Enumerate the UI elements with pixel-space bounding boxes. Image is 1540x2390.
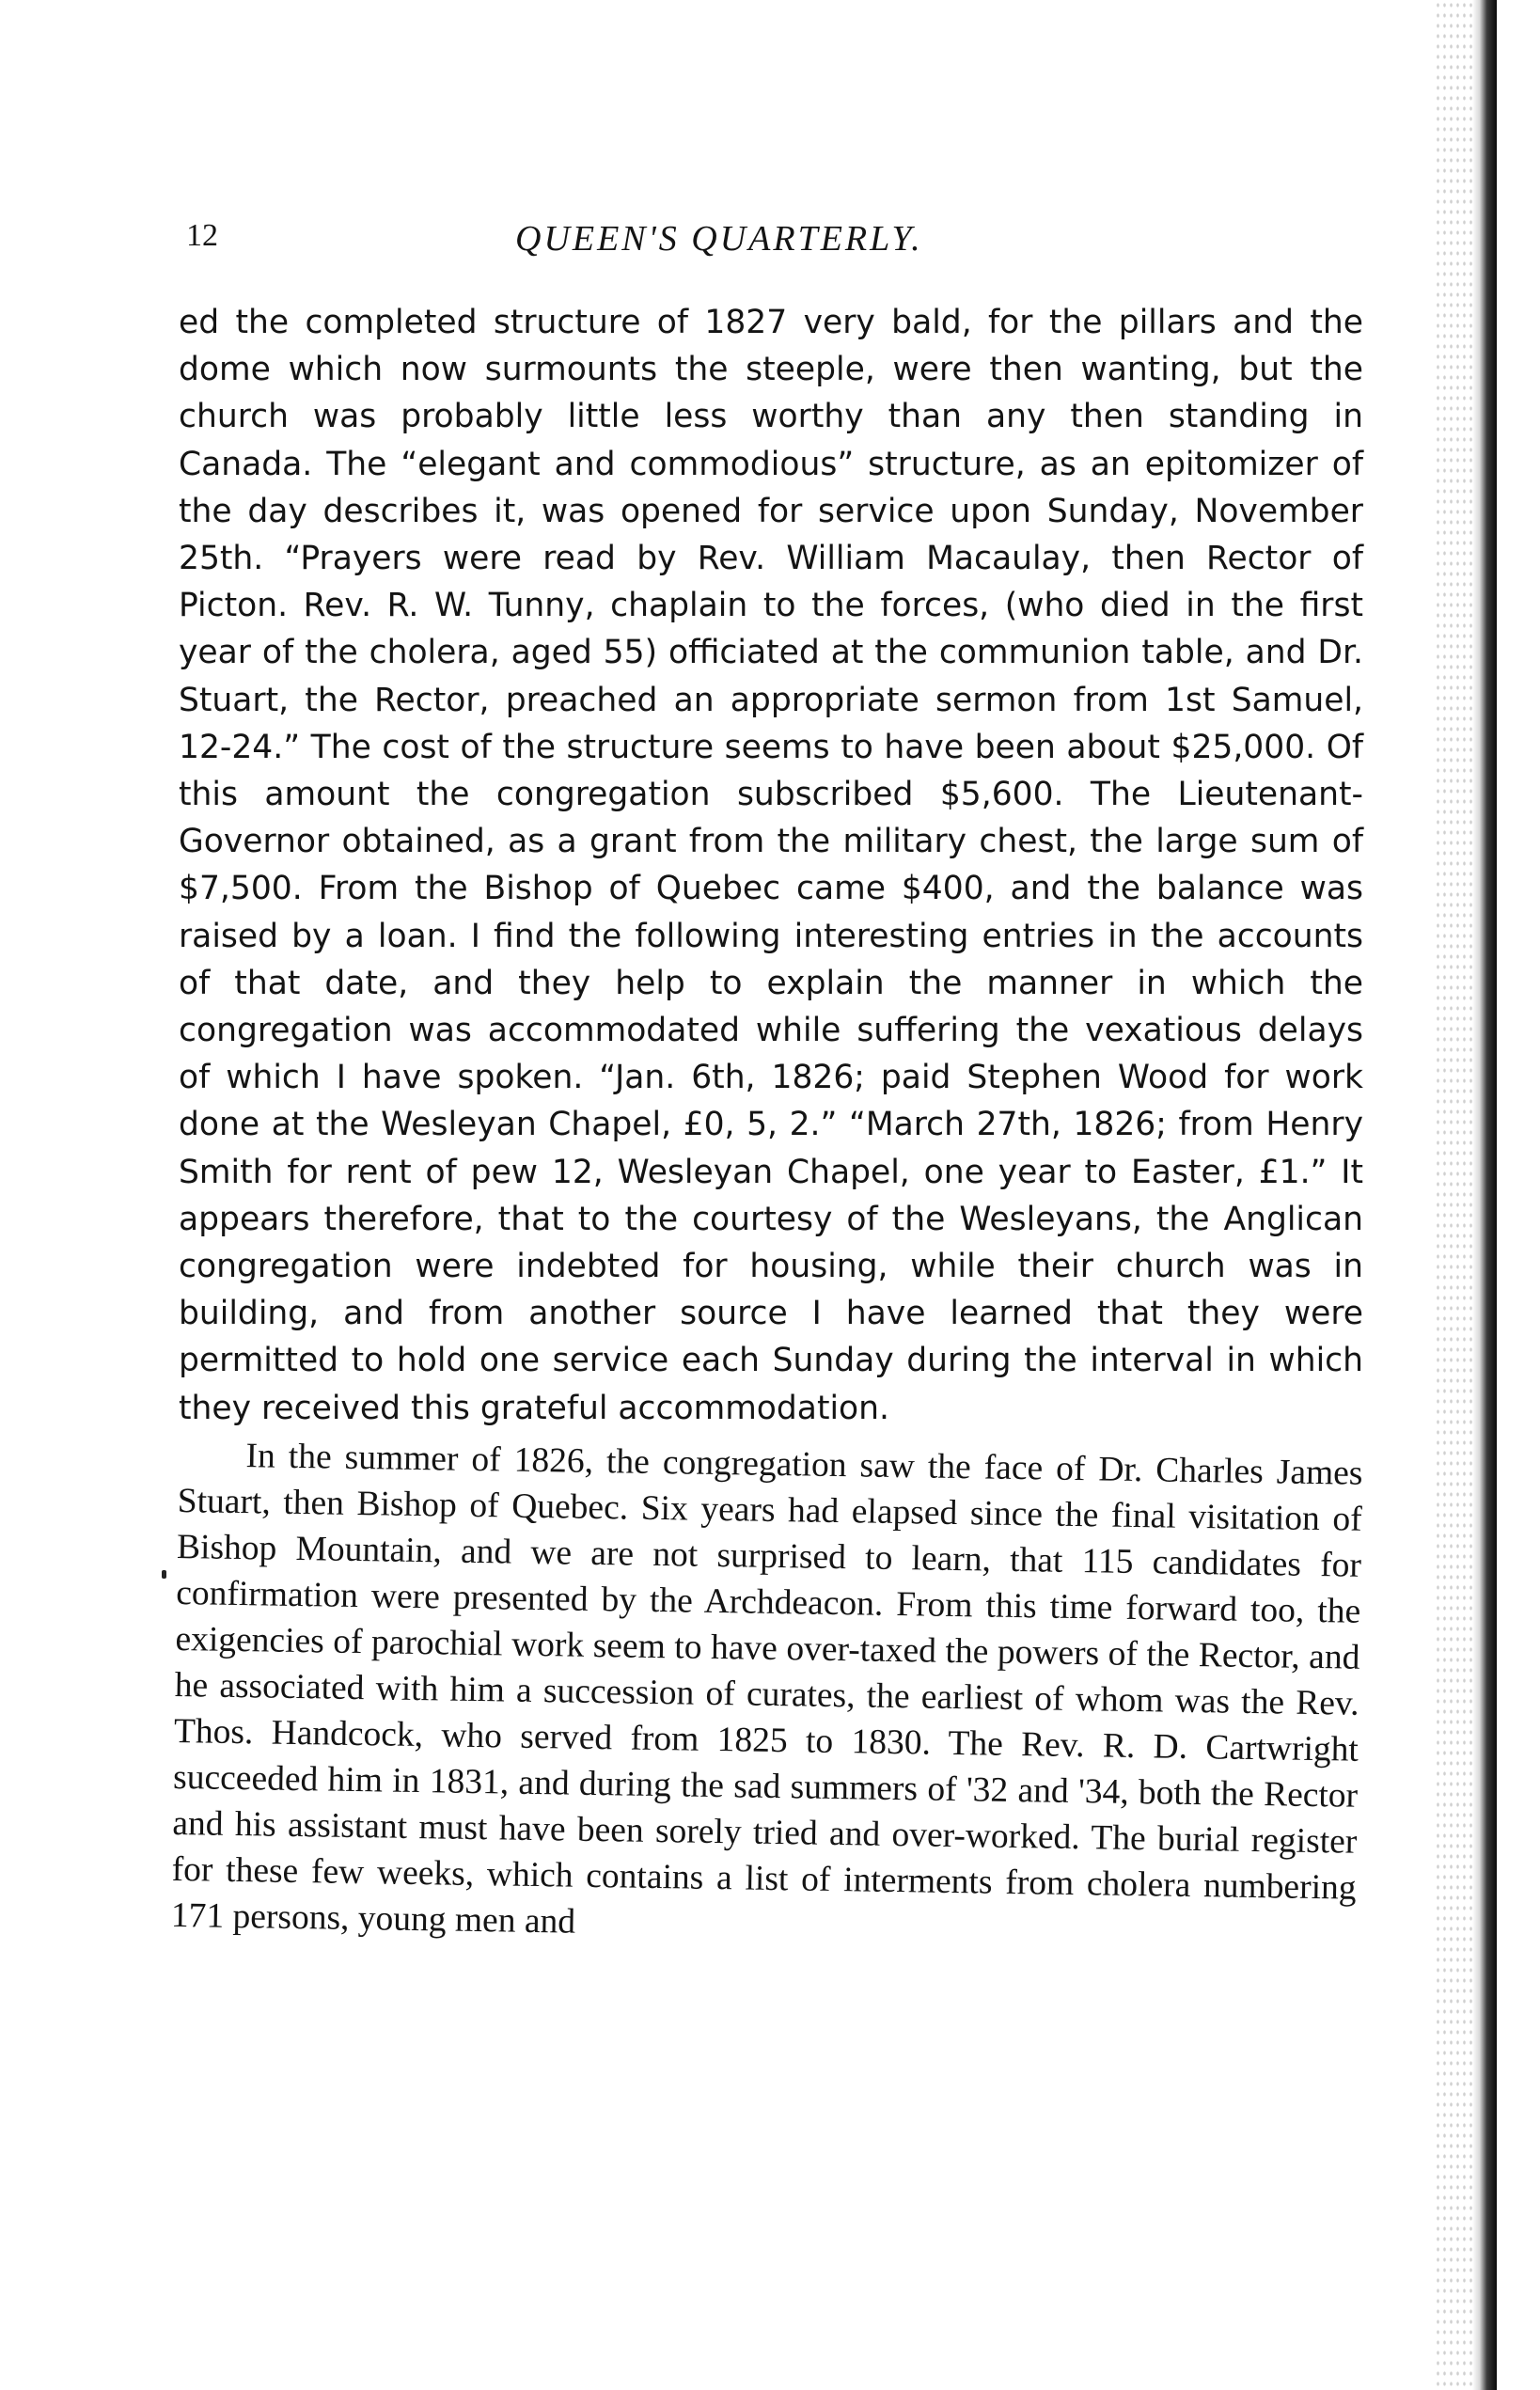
- page-header: [186, 218, 1352, 275]
- binding-edge: [1472, 0, 1497, 2390]
- page-number: 12: [186, 218, 218, 253]
- margin-mark: [162, 1570, 166, 1579]
- paragraph-1: ed the completed structure of 1827 very bald, for the pillars and the dome which now surmounts the steeple, were then wanting, but the church was probably little less worthy than any then standing in Canada. The “elegant and commodious” structure, as an epitomizer of the day describes it, was opened for service upon Sunday, November 25th. “Prayers were read by Rev. William Macaulay, then Rector of Picton. Rev. R. W. Tunny, chaplain to the forces, (who died in the first year of the cholera, aged 55) officiated at the communion table, and Dr. Stuart, the Rector, preached an appropriate sermon from 1st Samuel, 12-24.” The cost of the structure seems to have been about $25,000. Of this amount the congregation subscribed $5,600. The Lieutenant-Governor obtained, as a grant from the military chest, the large sum of $7,500. From the Bishop of Quebec came $400, and the balance was raised by a loan. I find the following interesting entries in the accounts of that date, and they help to explain the manner in which the congregation was accommodated while suffering the vexatious delays of which I have spoken. “Jan. 6th, 1826; paid Stephen Wood for work done at the Wesleyan Chapel, £0, 5, 2.” “March 27th, 1826; from Henry Smith for rent of pew 12, Wesleyan Chapel, one year to Easter, £1.” It appears therefore, that to the courtesy of the Wesleyans, the Anglican congregation were indebted for housing, while their church was in building, and from another source I have learned that they were permitted to hold one service each Sunday during the interval in which they received this grateful accommodation.: [179, 304, 1363, 1427]
- binding-shadow-texture: [1435, 0, 1472, 2390]
- paragraph-2: In the summer of 1826, the congregation saw the face of Dr. Charles James Stuart, then Bishop of Quebec. Six years had elapsed since the final visitation of Bishop Mountain, and we are not surprised to learn, that 115 candidates for confirmation were presented by the Archdeacon. From this time forward too, the exigencies of parochial work seem to have over-taxed the powers of the Rector, and he associated with him a succession of curates, the earliest of whom was the Rev. Thos. Handcock, who served from 1825 to 1830. The Rev. R. D. Cartwright succeeded him in 1831, and during the sad summers of '32 and '34, both the Rector and his assistant must have been sorely tried and over-worked. The burial register for these few weeks, which contains a list of interments from cholera numbering 171 persons, young men and: [170, 1437, 1363, 1942]
- running-head: QUEEN'S QUARTERLY.: [515, 219, 923, 259]
- body-text: [170, 299, 1363, 1942]
